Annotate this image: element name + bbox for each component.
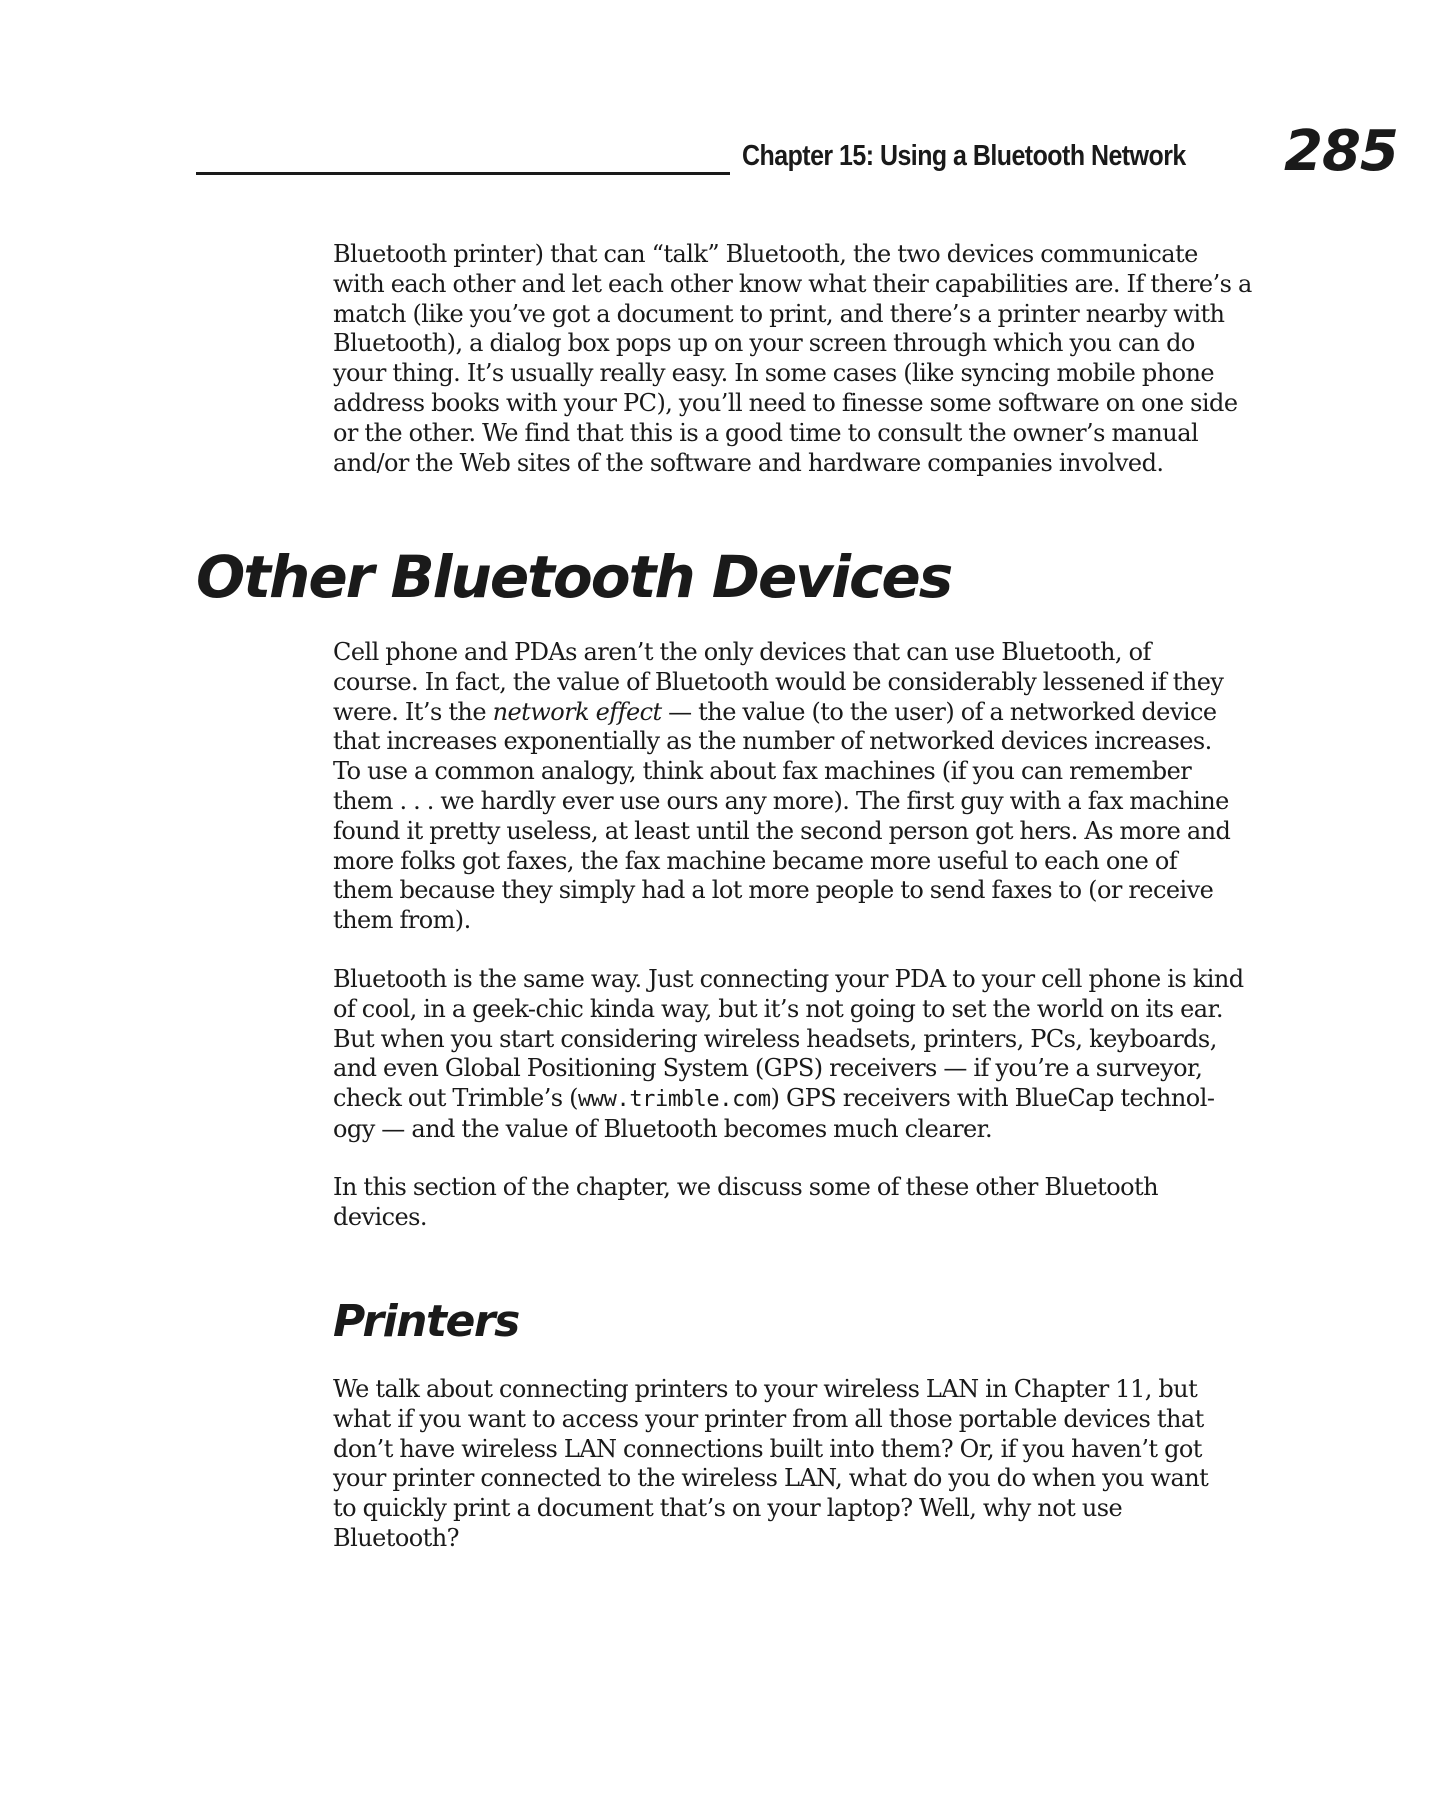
text-line: We talk about connecting printers to your wireless LAN in Chapter 11, but <box>333 1375 1198 1403</box>
text-line: to quickly print a document that’s on your laptop? Well, why not use <box>333 1494 1123 1523</box>
text-line: found it pretty useless, at least until the second person got hers. As more and <box>333 816 1231 845</box>
text-line: Cell phone and PDAs aren’t the only devices that can use Bluetooth, of <box>333 638 1151 666</box>
text-line: But when you start considering wireless headsets, printers, PCs, keyboards, <box>333 1024 1217 1053</box>
text-line: and even Global Positioning System (GPS) receivers — if you’re a surveyor, <box>333 1054 1203 1083</box>
intro-paragraph <box>333 240 1263 478</box>
text-run: — the value (to the user) of a networked device <box>661 697 1217 726</box>
text-line: don’t have wireless LAN connections built into them? Or, if you haven’t got <box>333 1434 1202 1463</box>
text-line: address books with your PC), you’ll need to finesse some software on one side <box>333 388 1238 417</box>
text-line <box>333 1084 1263 1115</box>
section-heading: Other Bluetooth Devices <box>196 543 952 611</box>
text-line: of cool, in a geek-chic kinda way, but it’s not going to set the world on its ear. <box>333 994 1223 1023</box>
text-line: what if you want to access your printer from all those portable devices that <box>333 1404 1204 1433</box>
text-line: your thing. It’s usually really easy. In some cases (like syncing mobile phone <box>333 359 1215 388</box>
text-line: match (like you’ve got a document to print, and there’s a printer nearby with <box>333 299 1225 328</box>
text-line: Bluetooth is the same way. Just connecting your PDA to your cell phone is kind <box>333 965 1244 993</box>
text-line: and/or the Web sites of the software and hardware companies involved. <box>333 448 1164 477</box>
text-line: Bluetooth? <box>333 1523 459 1552</box>
text-line: them because they simply had a lot more people to send faxes to (or receive <box>333 876 1214 905</box>
text-line: ogy — and the value of Bluetooth becomes much clearer. <box>333 1114 993 1143</box>
section-paragraph-2 <box>333 965 1263 1145</box>
text-line: your printer connected to the wireless LAN, what do you do when you want <box>333 1464 1209 1493</box>
section-paragraph-3 <box>333 1173 1263 1233</box>
text-line: Bluetooth printer) that can “talk” Bluetooth, the two devices communicate <box>333 240 1198 268</box>
text-line: them from). <box>333 906 471 935</box>
page-number: 285 <box>1284 119 1398 184</box>
trimble-url: www.trimble.com <box>577 1087 771 1113</box>
text-line: that increases exponentially as the number of networked devices increases. <box>333 727 1212 756</box>
text-line: or the other. We find that this is a good time to consult the owner’s manual <box>333 418 1199 447</box>
text-line: devices. <box>333 1202 427 1231</box>
emphasized-term: network effect <box>492 697 662 726</box>
text-run: ) GPS receivers with BlueCap technol- <box>770 1084 1215 1113</box>
section-paragraph-1 <box>333 638 1263 936</box>
subsection-heading-printers: Printers <box>333 1296 519 1347</box>
text-line: To use a common analogy, think about fax machines (if you can remember <box>333 757 1192 786</box>
printers-paragraph <box>333 1375 1263 1554</box>
text-line: In this section of the chapter, we discuss some of these other Bluetooth <box>333 1173 1159 1201</box>
text-run: were. It’s the <box>333 697 493 726</box>
text-run: check out Trimble’s ( <box>333 1084 578 1113</box>
text-line: with each other and let each other know what their capabilities are. If there’s a <box>333 269 1252 298</box>
running-header-chapter-title: Chapter 15: Using a Bluetooth Network <box>742 140 1186 172</box>
text-line: Bluetooth), a dialog box pops up on your screen through which you can do <box>333 329 1195 358</box>
text-line: them . . . we hardly ever use ours any more). The first guy with a fax machine <box>333 786 1229 815</box>
text-line: course. In fact, the value of Bluetooth would be considerably lessened if they <box>333 667 1224 696</box>
text-line <box>333 698 1263 728</box>
text-line: more folks got faxes, the fax machine became more useful to each one of <box>333 846 1178 875</box>
header-rule <box>196 172 730 175</box>
